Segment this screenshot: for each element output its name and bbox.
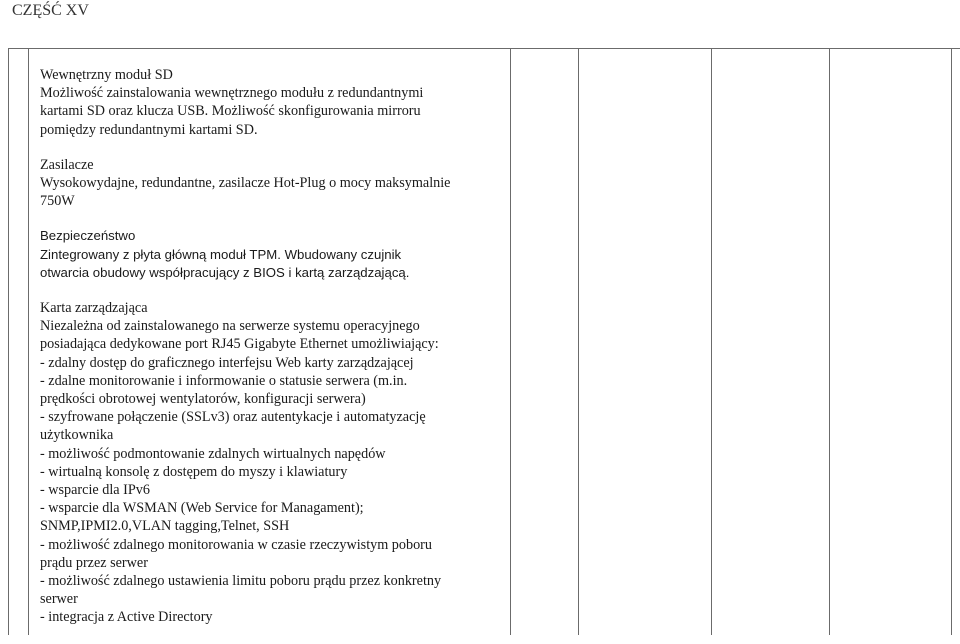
spec-line: - integracja z Active Directory: [40, 609, 213, 626]
table-column-border: [711, 48, 712, 635]
spec-heading: Zasilacze: [40, 156, 94, 173]
table-column-border: [28, 48, 29, 635]
table-column-border: [951, 48, 952, 635]
spec-line: - możliwość podmontowanie zdalnych wirtualnych napędów: [40, 445, 386, 462]
spec-line: prędkości obrotowej wentylatorów, konfiguracji serwera): [40, 391, 366, 408]
spec-line: 750W: [40, 193, 75, 210]
part-title: CZĘŚĆ XV: [12, 2, 89, 19]
spec-line: - wirtualną konsolę z dostępem do myszy i klawiatury: [40, 463, 348, 480]
spec-line: Wysokowydajne, redundantne, zasilacze Hot-Plug o mocy maksymalnie: [40, 175, 451, 192]
spec-line: - możliwość zdalnego ustawienia limitu poboru prądu przez konkretny: [40, 573, 442, 590]
spec-line: Możliwość zainstalowania wewnętrznego modułu z redundantnymi: [40, 85, 424, 102]
spec-line: - wsparcie dla WSMAN (Web Service for Managament);: [40, 500, 364, 517]
table-top-border: [8, 48, 960, 49]
spec-line: otwarcia obudowy współpracujący z BIOS i kartą zarządzającą.: [40, 264, 410, 280]
table-column-border: [8, 48, 9, 635]
spec-line: posiadająca dedykowane port RJ45 Gigabyte Ethernet umożliwiający:: [40, 336, 439, 353]
spec-line: Niezależna od zainstalowanego na serwerze systemu operacyjnego: [40, 318, 420, 335]
spec-line: - zdalny dostęp do graficznego interfejsu Web karty zarządzającej: [40, 354, 414, 371]
spec-line: - zdalne monitorowanie i informowanie o statusie serwera (m.in.: [40, 372, 408, 389]
spec-line: - szyfrowane połączenie (SSLv3) oraz autentykacje i automatyzację: [40, 409, 426, 426]
table-column-border: [829, 48, 830, 635]
spec-heading: Wewnętrzny moduł SD: [40, 67, 173, 83]
spec-block-sd-module: [40, 66, 490, 139]
spec-line: Zintegrowany z płyta główną moduł TPM. Wbudowany czujnik: [40, 246, 402, 262]
spec-block-power-supplies: [40, 156, 490, 211]
specification-text: [40, 66, 490, 644]
table-column-border: [510, 48, 511, 635]
spec-line: - możliwość zdalnego monitorowania w czasie rzeczywistym poboru: [40, 536, 432, 553]
spec-line: - wsparcie dla IPv6: [40, 482, 150, 499]
spec-line: SNMP,IPMI2.0,VLAN tagging,Telnet, SSH: [40, 518, 290, 535]
spec-block-management-card: [40, 299, 490, 627]
spec-heading: Bezpieczeństwo: [40, 228, 136, 244]
spec-block-security: [40, 227, 490, 282]
spec-line: serwer: [40, 591, 78, 608]
spec-line: pomiędzy redundantnymi kartami SD.: [40, 121, 258, 138]
spec-line: kartami SD oraz klucza USB. Możliwość skonfigurowania mirroru: [40, 103, 421, 120]
spec-line: użytkownika: [40, 427, 114, 444]
table-column-border: [578, 48, 579, 635]
spec-heading: Karta zarządzająca: [40, 300, 148, 317]
spec-line: prądu przez serwer: [40, 554, 148, 571]
